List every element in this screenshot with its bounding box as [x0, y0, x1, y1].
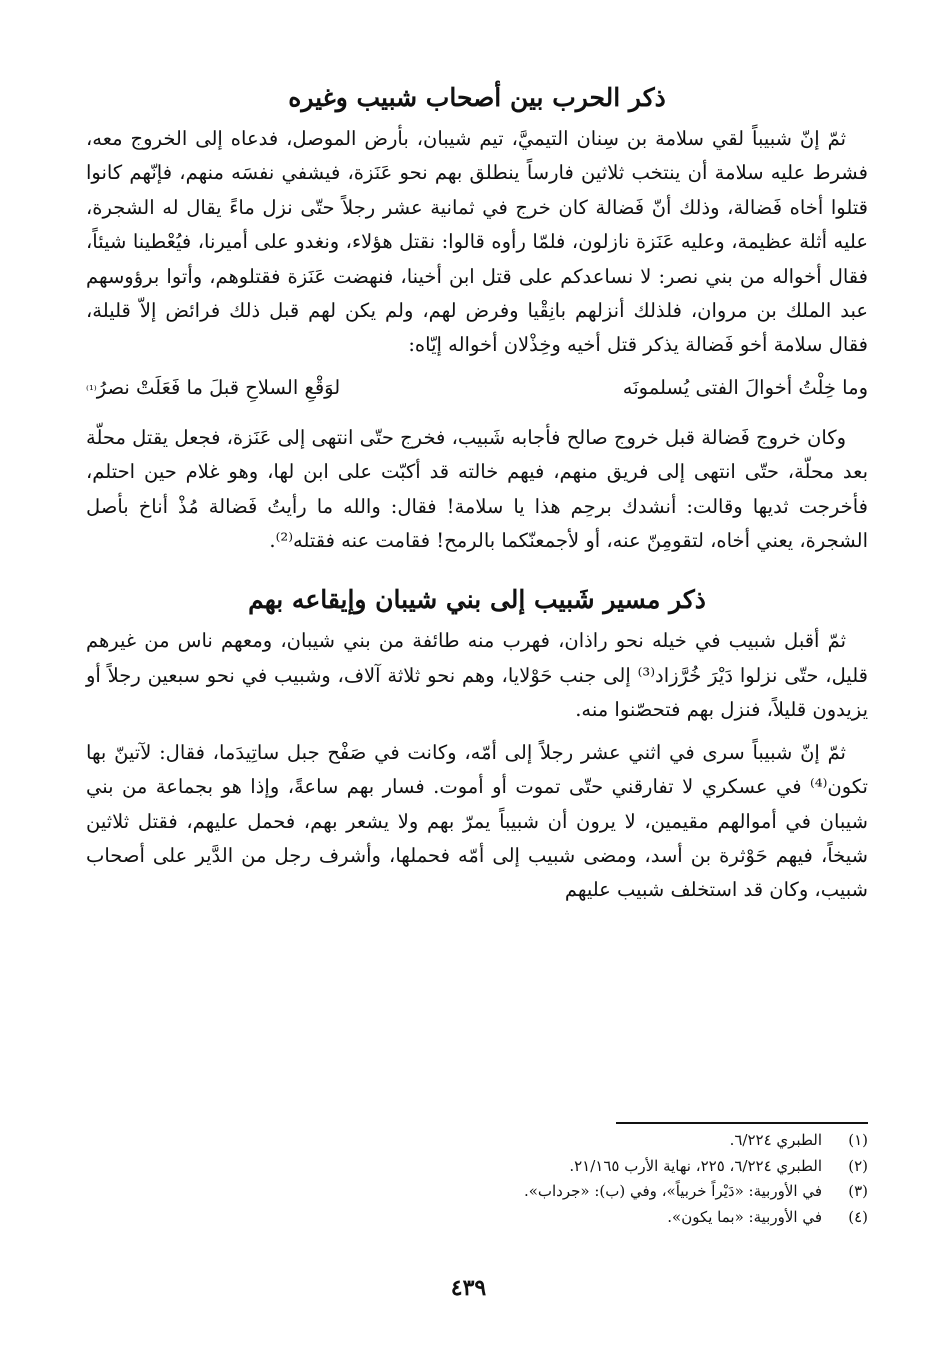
- footnote-text: في الأوربية: «بما يكون».: [667, 1207, 822, 1226]
- verse-second-hemistich: [86, 371, 340, 407]
- section-heading-2: ذكر مسير شَبيب إلى بني شيبان وإيقاعه بهم: [248, 585, 706, 615]
- footnote-number: (٣): [848, 1182, 868, 1200]
- footnote-number: (١): [848, 1131, 868, 1149]
- verse-second-text: لوَقْعِ السلاحِ قبلَ ما فَعَلَتْ نصرُ: [96, 375, 341, 399]
- poem-verse: [86, 371, 868, 407]
- footnote-text: الطبري ٦/٢٢٤، ٢٢٥، نهاية الأرب ٢١/١٦٥.: [569, 1156, 822, 1175]
- page-number: ٤٣٩: [450, 1275, 487, 1301]
- footnote-divider: [616, 1122, 868, 1124]
- paragraph-3: ثمّ أقبل شبيب في خيله نحو راذان، فهرب منه طائفة من بني شيبان، ومعهم ناس من غيرهم قليل، حتّى نزلوا دَيْرَ خُرَّزاد⁽³⁾ إلى جنب حَوْلايا، وهم نحو ثلاثة آلاف، وشبيب في نحو سبعين رجلاً أو يزيدون قليلاً، فنزل بهم فتحصّنوا منه.: [86, 629, 869, 722]
- footnote: [268, 1205, 868, 1231]
- paragraph-4: ثمّ إنّ شبيباً سرى في اثني عشر رجلاً إلى أمّه، وكانت في صَفْح جبل ساتِيدَما، فقال: لآتينّ بها تكون⁽⁴⁾ في عسكري لا تفارقني حتّى تموت أو أموت. فسار بهم ساعةً، وإذا هو بجماعة من بني شيبان في أموالهم مقيمين، لا يرون أن شبيباً يمرّ بهم ولا يشعر بهم، فحمل عليهم، فقتل ثلاثين شيخاً، فيهم حَوْثرة بن أسد، ومضى شبيب إلى أمّه فحملها، وأشرف رجل من الدَّير على أصحاب شبيب، وكان قد استخلف شبيب عليهم: [86, 740, 868, 902]
- paragraph-1: ثمّ إنّ شبيباً لقي سلامة بن سِنان التيميَّ، تيم شيبان، بأرض الموصل، فدعاه إلى الخروج معه، فشرط عليه سلامة أن ينتخب ثلاثين فارساً ينطلق بهم نحو عَنَزة، فيشفي نفسَه منهم، فإنّهم كانوا قتلوا أخاه فَضالة، وذلك أنّ فَضالة كان خرج في ثمانية عشر رجلاً حتّى نزل ماءً يقال له الشجرة، عليه أثلة عظيمة، وعليه عَنَزة نازلون، فلمّا رأوه قالوا: نقتل هؤلاء، ونغدو على أميرنا، فيُعْطينا شيئاً، فقال أخواله من بني نصر: لا نساعدكم على قتل ابن أخينا، فنهضت عَنَزة فقتلوهم، وأتوا برؤوسهم عبد الملك بن مروان، فلذلك أنزلهم بانِقْيا وفرض لهم، ولم يكن لهم قبل ذلك فرائض إلاّ قليلة، فقال سلامة أخو فَضالة يذكر قتل أخيه وخِذْلان أخواله إيّاه:: [86, 127, 868, 357]
- footnotes: [268, 1128, 868, 1230]
- page-body: [86, 78, 868, 916]
- footnote-text: الطبري ٦/٢٢٤.: [729, 1131, 822, 1149]
- footnote-text: في الأوربية: «دَيْراً خربياً»، وفي (ب): «جرداب».: [523, 1182, 822, 1200]
- footnote: [268, 1128, 868, 1154]
- footnote-number: (٤): [848, 1207, 868, 1226]
- paragraph-2: وكان خروج فَضالة قبل خروج صالح فأجابه شَبيب، فخرج حتّى انتهى إلى عَنَزة، فجعل يقتل محلّة بعد محلّة، حتّى انتهى إلى فريق منهم، فيهم خالته قد أكبّت على ابن لها، وهو غلام حين احتلم، فأخرجت ثديها وقالت: أنشدك برحِم هذا يا سلامة! فقال: والله ما رأيتُ فَضالة مُذْ أناخ بأصل الشجرة، يعني أخاه، لتقومِنّ عنه، أو لأجمعنّكما بالرمح! فقامت عنه فقتله⁽²⁾.: [86, 425, 868, 553]
- verse-first-hemistich: وما خِلْتُ أخوالَ الفتى يُسلمونَه: [622, 375, 868, 399]
- verse-footnote-mark: ⁽¹⁾: [86, 382, 97, 397]
- footnote: [268, 1154, 868, 1180]
- section-heading-1: ذكر الحرب بين أصحاب شبيب وغيره: [288, 83, 666, 112]
- footnote: [268, 1179, 868, 1205]
- footnote-number: (٢): [848, 1156, 868, 1175]
